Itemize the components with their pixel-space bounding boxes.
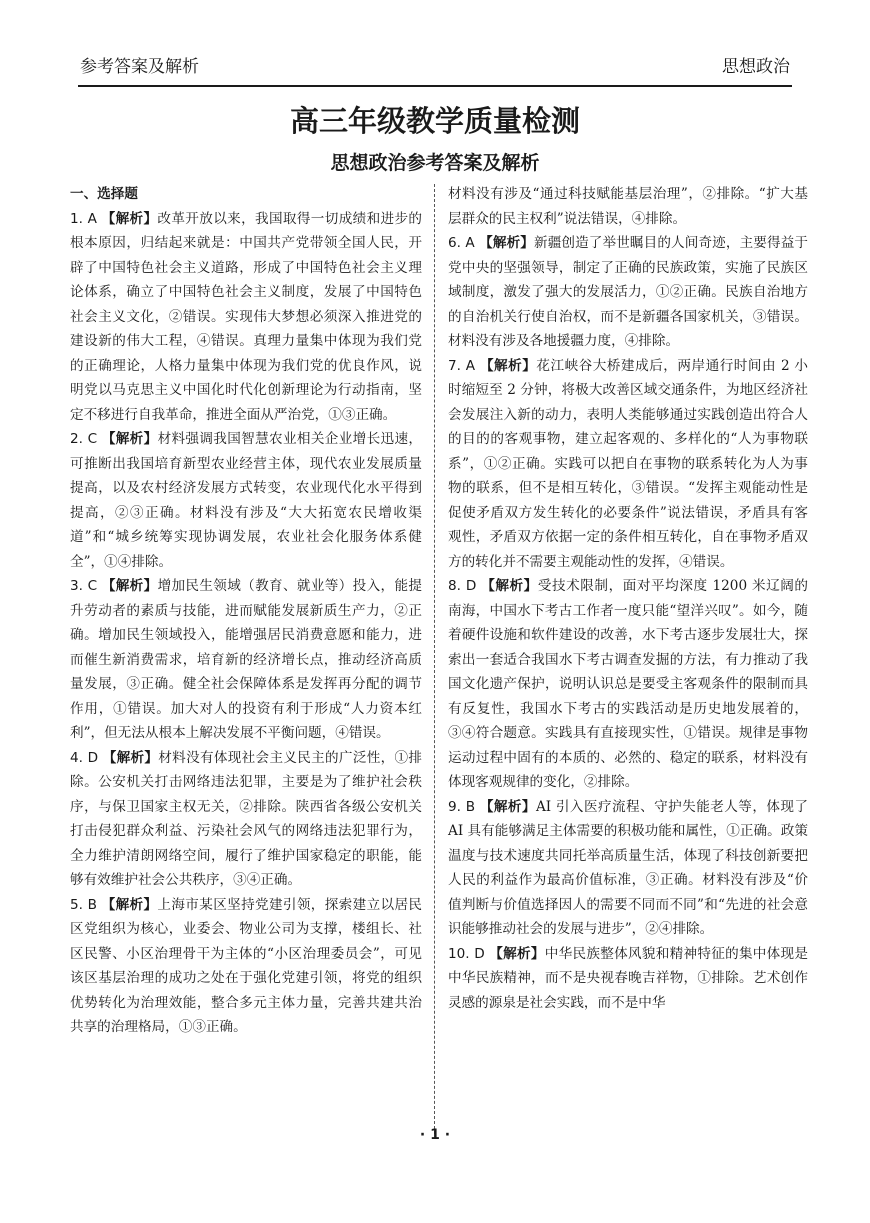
analysis-tag: 【解析】: [102, 749, 159, 766]
analysis-tag: 【解析】: [481, 578, 538, 594]
continuation-text: 材料没有涉及“通过科技赋能基层治理”，②排除。“扩大基层群众的民主权利”说法错误，④排除。: [448, 186, 808, 227]
answer-item-7: [448, 354, 808, 575]
analysis-tag: 【解析】: [101, 210, 158, 227]
answer-item-10: [448, 942, 808, 1016]
answer-text: 新疆创造了举世瞩目的人间奇迹，主要得益于党中央的坚强领导，制定了正确的民族政策，实施了民族区域制度，激发了强大的发展活力，①②正确。民族自治地方的自治机关行使自治权，而不是新疆各国家机关，③错误。材料没有涉及各地援疆力度，④排除。: [448, 235, 809, 349]
answer-text: 增加民生领域（教育、就业等）投入，能提升劳动者的素质与技能，进而赋能发展新质生产力，②正确。增加民生领域投入，能增强居民消费意愿和能力，进而催生新消费需求，培育新的经济增长点，推动经济高质量发展，③正确。健全社会保障体系是发挥再分配的调节作用，①错误。加大对人的投资有利于形成“人力资本红利”，但无法从根本上解决发展不平衡问题，④错误。: [70, 578, 423, 741]
answer-item-6: [448, 231, 808, 354]
right-column: [448, 182, 808, 1015]
header-rule: [78, 85, 792, 87]
analysis-tag: 【解析】: [101, 431, 158, 447]
analysis-tag: 【解析】: [489, 945, 545, 962]
answer-item-1: [70, 207, 422, 428]
analysis-tag: 【解析】: [101, 896, 158, 913]
answer-item-4: [70, 746, 422, 893]
answer-text: 上海市某区坚持党建引领，探索建立以居民区党组织为核心，业委会、物业公司为支撑，楼组长、社区民警、小区治理骨干为主体的“小区治理委员会”，可见该区基层治理的成功之处在于强化党建引领，将党的组织优势转化为治理效能，整合多元主体力量，完善共建共治共享的治理格局，①③正确。: [70, 896, 422, 1035]
answer-number: 5. B: [70, 896, 97, 913]
answer-item-8: [448, 574, 808, 795]
answer-item-9: [448, 795, 808, 942]
answer-number: 6. A: [448, 235, 475, 251]
answer-text: 改革开放以来，我国取得一切成绩和进步的根本原因，归结起来就是：中国共产党带领全国人民，开辟了中国特色社会主义道路，形成了中国特色社会主义理论体系，确立了中国特色社会主义制度，发展了中国特色社会主义文化，②错误。实现伟大梦想必须深入推进党的建设新的伟大工程，④错误。真理力量集中体现为我们党的正确理论，人格力量集中体现为我们党的优良作风，说明党以马克思主义中国化时代化创新理论为行动指南，坚定不移进行自我革命，推进全面从严治党，①③正确。: [70, 210, 423, 423]
answer-item-5: [70, 893, 422, 1040]
left-column: [70, 182, 422, 1040]
answer-number: 7. A: [448, 357, 476, 374]
analysis-tag: 【解析】: [479, 357, 537, 374]
answer-number: 1. A: [70, 210, 97, 227]
answer-text: 受技术限制，面对平均深度 1200 米辽阔的南海，中国水下考古工作者一度只能“望洋兴叹”。如今，随着硬件设施和软件建设的改善，水下考古逐步发展壮大，探索出一套适合我国水下考古调查发掘的方法，有力推动了我国文化遗产保护，说明认识总是要受主客观条件的限制而具有反复性，我国水下考古的实践活动是历史地发展着的，③④符合题意。实践具有直接现实性，①错误。规律是事物运动过程中固有的本质的、必然的、稳定的联系，材料没有体现客观规律的变化，②排除。: [448, 578, 809, 790]
analysis-tag: 【解析】: [101, 578, 158, 594]
answer-item-2: [70, 427, 422, 574]
answer-number: 8. D: [448, 578, 477, 594]
analysis-tag: 【解析】: [479, 798, 536, 815]
answer-item-3: [70, 574, 422, 746]
answer-number: 4. D: [70, 749, 99, 766]
answer-number: 3. C: [70, 578, 98, 594]
answer-number: 2. C: [70, 431, 98, 447]
header-left-label: 参考答案及解析: [80, 57, 199, 77]
answer-text: 材料没有体现社会主义民主的广泛性，①排除。公安机关打击网络违法犯罪，主要是为了维护社会秩序，与保卫国家主权无关，②排除。陕西省各级公安机关打击侵犯群众利益、污染社会风气的网络违法犯罪行为，全力维护清朗网络空间，履行了维护国家稳定的职能，能够有效维护社会公共秩序，③④正确。: [70, 749, 422, 888]
section-heading: 一、选择题: [70, 186, 138, 202]
answer-text: 中华民族整体风貌和精神特征的集中体现是中华民族精神，而不是央视春晚吉祥物，①排除。艺术创作灵感的源泉是社会实践，而不是中华: [448, 945, 809, 1011]
answer-number: 10. D: [448, 945, 485, 962]
page-number: · 1 ·: [419, 1127, 451, 1143]
answer-number: 9. B: [448, 798, 476, 815]
answer-text: AI 引入医疗流程、守护失能老人等，体现了 AI 具有能够满足主体需要的积极功能和属性，①正确。政策温度与技术速度共同托举高质量生活，体现了科技创新要把人民的利益作为最高价值标准，③正确。材料没有涉及“价值判断与价值选择因人的需要不同而不同”和“先进的社会意识能够推动社会的发展与进步”，②④排除。: [448, 798, 808, 937]
column-divider: [434, 184, 435, 1134]
page-title: 高三年级教学质量检测: [289, 104, 580, 138]
answer-text: 花江峡谷大桥建成后，两岸通行时间由 2 小时缩短至 2 分钟，将极大改善区域交通条件，为地区经济社会发展注入新的动力，表明人类能够通过实践创造出符合人的目的的客观事物，建立起客观的、多样化的“人为事物联系”，①②正确。实践可以把自在事物的联系转化为人为事物的联系，但不是相互转化，③错误。“发挥主观能动性是促使矛盾双方发生转化的必要条件”说法错误，矛盾具有客观性，矛盾双方依据一定的条件相互转化，自在事物矛盾双方的转化并不需要主观能动性的发挥，④错误。: [448, 357, 809, 570]
header-right-label: 思想政治: [722, 57, 790, 77]
page-subtitle: 思想政治参考答案及解析: [330, 152, 540, 174]
answer-text: 材料强调我国智慧农业相关企业增长迅速，可推断出我国培育新型农业经营主体，现代农业发展质量提高，以及农村经济发展方式转变，农业现代化水平得到提高，②③正确。材料没有涉及“大大拓宽农民增收渠道”和“城乡统筹实现协调发展，农业社会化服务体系健全”，①④排除。: [70, 431, 423, 570]
analysis-tag: 【解析】: [479, 235, 534, 251]
